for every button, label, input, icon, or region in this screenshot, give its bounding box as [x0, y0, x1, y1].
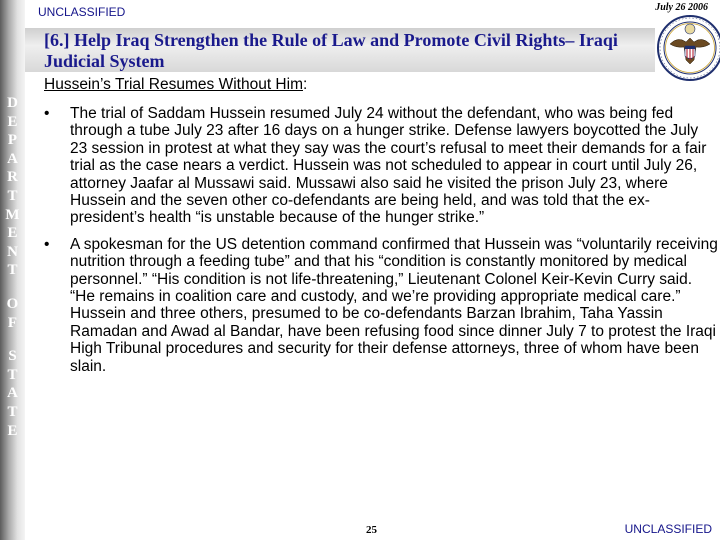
slide-title: [6.] Help Iraq Strengthen the Rule of Law and Promote Civil Rights– Iraqi Judicial System	[44, 30, 618, 71]
sidebar-letter: F	[7, 314, 18, 331]
sidebar-letter: N	[7, 243, 18, 260]
sidebar-letter: T	[7, 262, 18, 279]
sidebar-letter: T	[7, 366, 18, 383]
bullet-text: A spokesman for the US detention command confirmed that Hussein was “voluntarily receiving nutrition through a feeding tube” and that his “condition is constantly monitored by medical personnel.” “His condition is not life-threatening,” Lieutenant Colonel Keir-Kevin Curry said. “He remains in coalition care and custody, and we’re providing appropriate medical care.” Hussein and three others, presumed to be co-defendants Barzan Ibrahim, Taha Yassin Ramadan and Awad al Bandar, have been refusing food since dinner July 7 to protest the Iraqi High Tribunal procedures and security for their defense attorneys, three of whom have been slain.	[70, 235, 718, 375]
bullet-text: The trial of Saddam Hussein resumed July 24 without the defendant, who was being fed through a tube July 23 after 16 days on a hunger strike. Defense lawyers boycotted the July 23 session in protest at what they say was the court’s refusal to meet their demands for a fair trial as the case nears a verdict. Hussein was not scheduled to appear in court until July 26, attorney Jaafar al Mussawi said. Mussawi also said he visited the prison July 23, where Hussein and the seven other co-defendants are being held, and was told that the ex-president’s health “is unstable because of the hunger strike.”	[70, 105, 707, 227]
sidebar-letter: E	[7, 113, 18, 130]
classification-bottom: UNCLASSIFIED	[624, 522, 712, 536]
sidebar-letter: P	[7, 132, 18, 149]
sidebar-letter: M	[5, 206, 20, 223]
department-of-state-seal-icon	[656, 14, 720, 82]
page-number: 25	[366, 524, 377, 536]
sidebar-letter: A	[7, 385, 18, 402]
sidebar-vertical-text	[0, 94, 25, 440]
sidebar-letter: A	[7, 150, 18, 167]
classification-top: UNCLASSIFIED	[38, 5, 126, 19]
section-heading-text: Hussein’s Trial Resumes Without Him	[44, 76, 303, 93]
bullet-item	[42, 105, 718, 227]
sidebar-letter: R	[7, 169, 18, 186]
sidebar-letter: S	[8, 348, 17, 365]
bullet-icon: •	[44, 235, 50, 253]
bullet-list	[42, 105, 718, 384]
sidebar-letter: D	[7, 95, 18, 111]
bullet-icon: •	[44, 105, 50, 122]
bullet-item	[42, 236, 718, 375]
section-heading-suffix: :	[302, 76, 308, 93]
sidebar-letter: T	[7, 403, 18, 420]
section-heading	[44, 76, 307, 94]
sidebar-band	[0, 0, 25, 540]
sidebar-letter: E	[7, 225, 18, 242]
slide-date: July 26 2006	[655, 2, 708, 13]
sidebar-letter: T	[7, 187, 18, 204]
sidebar-letter: E	[7, 422, 18, 439]
sidebar-letter: O	[6, 295, 19, 312]
